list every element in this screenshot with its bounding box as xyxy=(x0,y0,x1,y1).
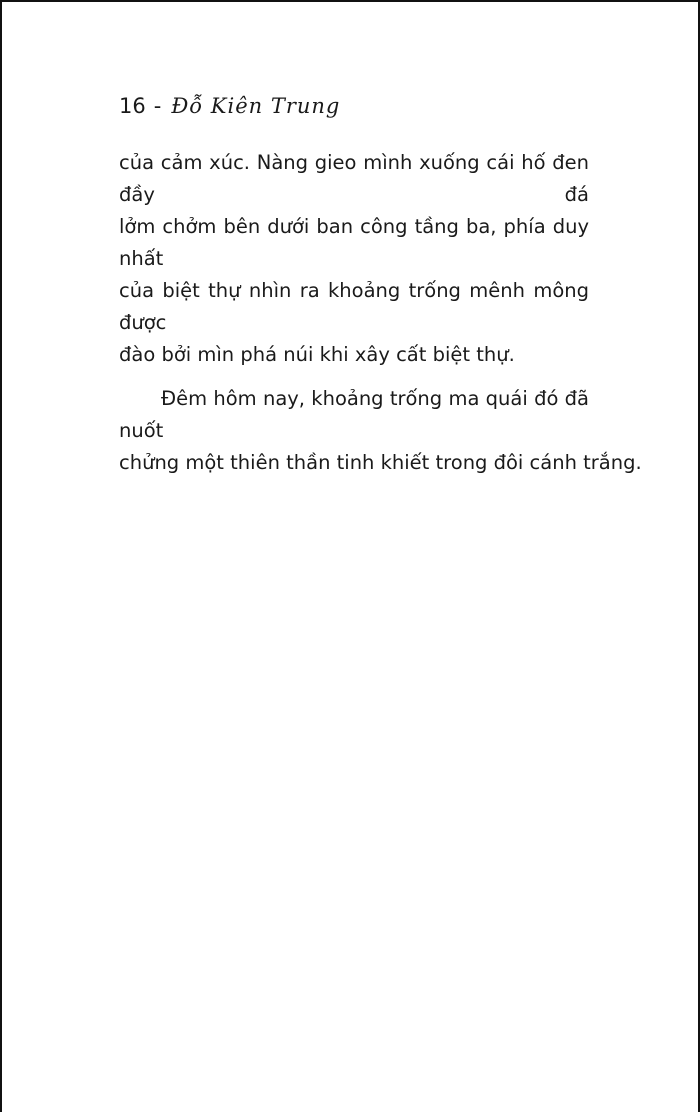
header-separator: - xyxy=(153,94,162,118)
running-header xyxy=(119,94,340,124)
text-line: của cảm xúc. Nàng gieo mình xuống cái hố đen đầy đá xyxy=(119,151,589,206)
page-number: 16 xyxy=(119,94,146,118)
text-line: chửng một thiên thần tinh khiết trong đôi cánh trắng. xyxy=(119,451,642,474)
text-line: đào bởi mìn phá núi khi xây cất biệt thự. xyxy=(119,343,515,366)
text-line: của biệt thự nhìn ra khoảng trống mênh mông được xyxy=(119,279,589,334)
author-name: Đỗ Kiên Trung xyxy=(171,94,341,118)
paragraph xyxy=(119,147,589,371)
text-line: Đêm hôm nay, khoảng trống ma quái đó đã nuốt xyxy=(119,387,589,442)
paragraph xyxy=(119,383,642,479)
text-line: lởm chởm bên dưới ban công tầng ba, phía duy nhất xyxy=(119,215,589,270)
body-text xyxy=(119,147,642,479)
